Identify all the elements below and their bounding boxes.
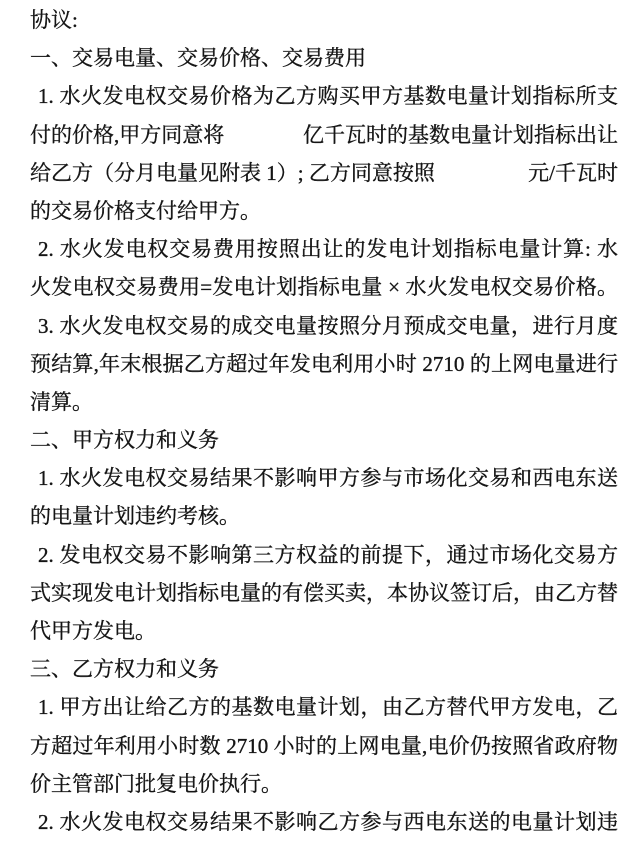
- clause-1-1-line-3: [30, 154, 618, 192]
- clause-1-3-line-1: 3. 水火发电权交易的成交电量按照分月预成交电量，进行月度: [38, 313, 618, 338]
- clause-2-2-line-1: 2. 发电权交易不影响第三方权益的前提下，通过市场化交易方: [38, 542, 618, 567]
- clause-1-1-line-3-text-right: 元/千瓦时: [528, 160, 618, 185]
- clause-1-1-line-4: 的交易价格支付给甲方。: [30, 198, 261, 223]
- clause-1-2-line-2: 火发电权交易费用=发电计划指标电量 × 水火发电权交易价格。: [30, 275, 618, 300]
- agreement-text-body: [30, 1, 618, 841]
- section-three-heading: 三、乙方权力和义务: [30, 657, 219, 682]
- clause-3-2-line-1: 2. 水火发电权交易结果不影响乙方参与西电东送的电量计划违: [38, 809, 618, 834]
- clause-2-1-line-2: 的电量计划违约考核。: [30, 504, 240, 529]
- clause-3-1-line-2: 方超过年利用小时数 2710 小时的上网电量,电价仍按照省政府物: [30, 733, 618, 758]
- doc-title: 协议:: [30, 8, 78, 32]
- clause-1-1-line-2-text-left: 付的价格,甲方同意将: [30, 122, 225, 147]
- clause-1-1-line-2: [30, 116, 618, 154]
- section-two-heading: 二、甲方权力和义务: [30, 428, 219, 453]
- clause-1-1-line-3-text-left: 给乙方（分月电量见附表 1）; 乙方同意按照: [30, 160, 435, 185]
- clause-1-3-line-3: 清算。: [30, 389, 93, 414]
- clause-1-1-line-1: 1. 水火发电权交易价格为乙方购买甲方基数电量计划指标所支: [38, 84, 618, 109]
- clause-1-2-line-1: 2. 水火发电权交易费用按照出让的发电计划指标电量计算: 水: [38, 237, 618, 262]
- clause-3-1-line-3: 价主管部门批复电价执行。: [30, 771, 282, 796]
- clause-1-1-line-2-text-right: 亿千瓦时的基数电量计划指标出让: [303, 122, 618, 147]
- clause-2-2-line-3: 代甲方发电。: [30, 619, 156, 643]
- section-one-heading: 一、交易电量、交易价格、交易费用: [30, 46, 366, 71]
- clause-2-2-line-2: 式实现发电计划指标电量的有偿买卖，本协议签订后，由乙方替: [30, 580, 618, 605]
- clause-1-3-line-2: 预结算,年末根据乙方超过年发电利用小时 2710 的上网电量进行: [30, 351, 618, 376]
- clause-3-1-line-1: 1. 甲方出让给乙方的基数电量计划，由乙方替代甲方发电，乙: [38, 695, 618, 720]
- clause-2-1-line-1: 1. 水火发电权交易结果不影响甲方参与市场化交易和西电东送: [38, 466, 618, 491]
